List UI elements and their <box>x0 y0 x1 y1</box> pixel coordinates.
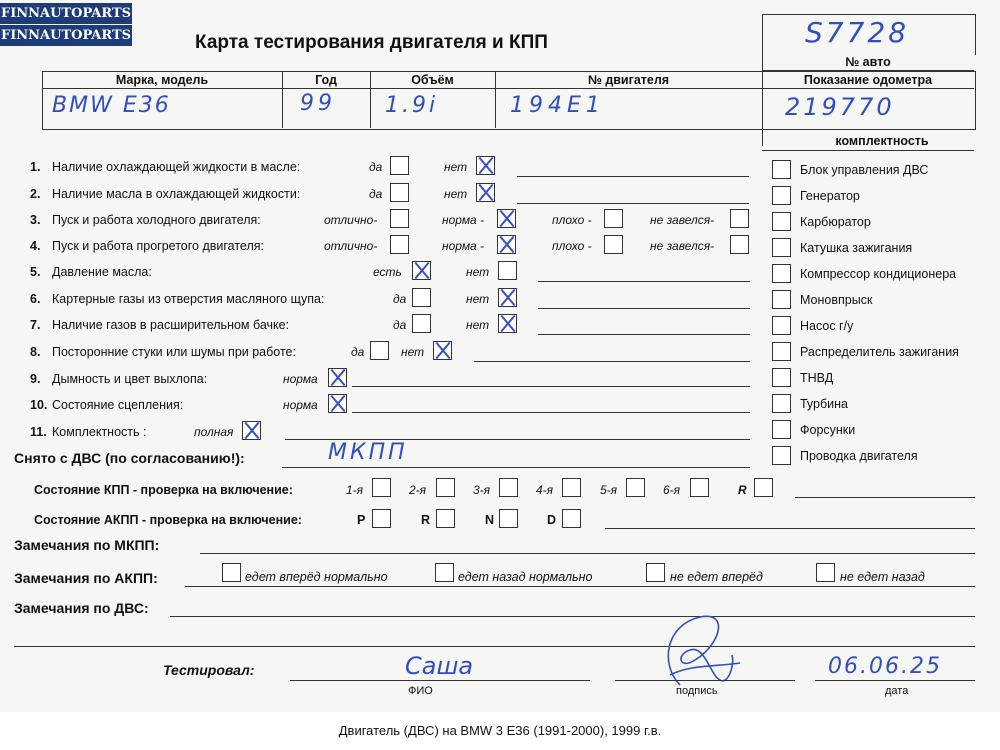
checkbox-item6-net[interactable] <box>498 288 517 307</box>
value-make-model: BMW E36 <box>52 93 171 118</box>
gear-label: 1-я <box>346 483 364 497</box>
item-text: Давление масла: <box>52 265 152 279</box>
checkbox-item8-net[interactable] <box>433 341 452 360</box>
gear-checkbox-3[interactable] <box>499 478 518 497</box>
akpp-option-label: едет вперёд нормально <box>245 570 388 584</box>
item-text: Состояние сцепления: <box>52 398 184 412</box>
completeness-item: Компрессор кондиционера <box>800 267 957 281</box>
watermark-logo: FINNAUTOPARTS <box>0 25 132 46</box>
completeness-item: Генератор <box>800 189 860 203</box>
completeness-checkbox[interactable] <box>772 238 791 257</box>
checkbox-item4-bad[interactable] <box>604 235 623 254</box>
akpp-option-label: едет назад нормально <box>458 570 593 584</box>
tested-label: Тестировал: <box>163 662 255 678</box>
item-text: Пуск и работа прогретого двигателя: <box>52 239 264 253</box>
akpp-checkbox-d[interactable] <box>562 509 581 528</box>
gear-label: 5-я <box>600 483 618 497</box>
checkbox-item9-normal[interactable] <box>328 368 347 387</box>
checkbox-item10-normal[interactable] <box>328 394 347 413</box>
value-year: 99 <box>300 91 336 116</box>
item-num: 4. <box>30 239 41 253</box>
item-num: 8. <box>30 345 41 359</box>
opt-label: полная <box>194 425 234 439</box>
akpp-checkbox-p[interactable] <box>372 509 391 528</box>
akpp-checkbox-n[interactable] <box>499 509 518 528</box>
opt-label: норма <box>283 398 318 412</box>
gear-checkbox-5[interactable] <box>626 478 645 497</box>
col-volume: Объём <box>411 73 454 87</box>
remarks-dvs-label: Замечания по ДВС: <box>14 600 149 616</box>
akpp-mode-label: R <box>421 513 431 527</box>
completeness-item: Моновпрыск <box>800 293 873 307</box>
opt-label: да <box>393 318 407 332</box>
opt-label: есть <box>373 265 402 279</box>
checkbox-item4-excellent[interactable] <box>390 235 409 254</box>
opt-label: норма - <box>442 239 485 253</box>
opt-label: нет <box>466 292 490 306</box>
checkbox-item4-no-start[interactable] <box>730 235 749 254</box>
col-make-model: Марка, модель <box>115 73 209 87</box>
checkbox-item3-excellent[interactable] <box>390 209 409 228</box>
completeness-item: Турбина <box>800 397 848 411</box>
photo-caption: Двигатель (ДВС) на BMW 3 E36 (1991-2000), 1999 г.в. <box>0 712 1000 750</box>
completeness-checkbox[interactable] <box>772 316 791 335</box>
completeness-checkbox[interactable] <box>772 394 791 413</box>
completeness-item: Распределитель зажигания <box>800 345 959 359</box>
completeness-item: Проводка двигателя <box>800 449 918 463</box>
akpp-option-checkbox[interactable] <box>435 563 454 582</box>
completeness-item: Форсунки <box>800 423 856 437</box>
gear-label: 4-я <box>536 483 554 497</box>
gear-checkbox-1[interactable] <box>372 478 391 497</box>
gear-label: 6-я <box>663 483 681 497</box>
item-text: Дымность и цвет выхлопа: <box>52 372 208 386</box>
akpp-mode-label: P <box>357 513 366 527</box>
gear-label: R <box>738 483 747 497</box>
item-text: Наличие газов в расширительном бачке: <box>52 318 290 332</box>
completeness-item: Катушка зажигания <box>800 241 913 255</box>
akpp-option-checkbox[interactable] <box>222 563 241 582</box>
checkbox-item2-net[interactable] <box>476 183 495 202</box>
opt-label: норма - <box>442 213 485 227</box>
item-num: 2. <box>30 187 41 201</box>
completeness-checkbox[interactable] <box>772 212 791 231</box>
signature-label: подпись <box>676 685 718 697</box>
item-text: Пуск и работа холодного двигателя: <box>52 213 261 227</box>
checkbox-item11-full[interactable] <box>242 421 261 440</box>
checkbox-item8-da[interactable] <box>370 341 389 360</box>
checkbox-item7-da[interactable] <box>412 314 431 333</box>
watermark-logo: FINNAUTOPARTS <box>0 3 132 24</box>
checkbox-item1-net[interactable] <box>476 156 495 175</box>
date-label: дата <box>885 685 909 697</box>
akpp-option-label: не едет назад <box>840 570 925 584</box>
akpp-option-checkbox[interactable] <box>646 563 665 582</box>
item-num: 5. <box>30 265 41 279</box>
item-text: Комплектность : <box>52 425 147 439</box>
checkbox-item6-da[interactable] <box>412 288 431 307</box>
akpp-checkbox-r[interactable] <box>436 509 455 528</box>
value-engine-no: 194E1 <box>510 93 605 118</box>
checkbox-item5-present[interactable] <box>412 261 431 280</box>
completeness-checkbox[interactable] <box>772 186 791 205</box>
completeness-checkbox[interactable] <box>772 160 791 179</box>
opt-label: плохо - <box>552 213 592 227</box>
opt-label: отлично- <box>324 213 378 227</box>
opt-label: нет <box>444 187 468 201</box>
opt-label: да <box>393 292 407 306</box>
gear-checkbox-6[interactable] <box>690 478 709 497</box>
completeness-checkbox[interactable] <box>772 264 791 283</box>
checkbox-item2-da[interactable] <box>390 183 409 202</box>
test-date: 06.06.25 <box>828 654 942 679</box>
removed-label: Снято с ДВС (по согласованию!): <box>14 450 245 466</box>
fio-label: ФИО <box>408 685 433 697</box>
completeness-checkbox[interactable] <box>772 342 791 361</box>
opt-label: да <box>369 160 383 174</box>
tester-name: Саша <box>405 652 474 680</box>
completeness-checkbox[interactable] <box>772 446 791 465</box>
opt-label: да <box>369 187 383 201</box>
item-num: 1. <box>30 160 41 174</box>
checkbox-item3-no-start[interactable] <box>730 209 749 228</box>
akpp-label: Состояние АКПП - проверка на включение: <box>34 513 302 527</box>
value-odometer: 219770 <box>785 93 895 121</box>
akpp-option-checkbox[interactable] <box>816 563 835 582</box>
opt-label: нет <box>466 318 490 332</box>
item-text: Картерные газы из отверстия масляного щупа: <box>52 292 325 306</box>
item-text: Посторонние стуки или шумы при работе: <box>52 345 296 359</box>
auto-number-value: S7728 <box>805 16 910 49</box>
completeness-checkbox[interactable] <box>772 290 791 309</box>
value-volume: 1.9i <box>385 93 439 118</box>
opt-label: не завелся- <box>650 239 715 253</box>
item-num: 11. <box>30 425 47 439</box>
gear-checkbox-2[interactable] <box>436 478 455 497</box>
completeness-item: ТНВД <box>800 371 834 385</box>
form-title: Карта тестирования двигателя и КПП <box>195 32 548 53</box>
akpp-mode-label: N <box>485 513 495 527</box>
akpp-option-label: не едет вперёд <box>670 570 763 584</box>
item-num: 9. <box>30 372 41 386</box>
opt-label: нет <box>444 160 468 174</box>
akpp-mode-label: D <box>547 513 557 527</box>
item-text: Наличие масла в охлаждающей жидкости: <box>52 187 301 201</box>
opt-label: нет <box>401 345 425 359</box>
auto-no-label: № авто <box>845 55 891 69</box>
item-text: Наличие охлаждающей жидкости в масле: <box>52 160 301 174</box>
completeness-checkbox[interactable] <box>772 368 791 387</box>
checkbox-item5-none[interactable] <box>498 261 517 280</box>
completeness-item: Блок управления ДВС <box>800 163 929 177</box>
completeness-checkbox[interactable] <box>772 420 791 439</box>
gear-label: 3-я <box>473 483 491 497</box>
remarks-mkpp-label: Замечания по МКПП: <box>14 537 160 553</box>
opt-label: да <box>351 345 365 359</box>
opt-label: нет <box>466 265 490 279</box>
col-year: Год <box>315 73 337 87</box>
checkbox-item7-net[interactable] <box>498 314 517 333</box>
kpp-label: Состояние КПП - проверка на включение: <box>34 483 293 497</box>
completeness-title: комплектность <box>835 134 929 148</box>
col-odometer: Показание одометра <box>803 73 933 87</box>
checkbox-item4-normal[interactable] <box>497 235 516 254</box>
remarks-akpp-label: Замечания по АКПП: <box>14 570 158 586</box>
opt-label: плохо - <box>552 239 592 253</box>
opt-label: не завелся- <box>650 213 715 227</box>
removed-value: МКПП <box>328 440 408 465</box>
completeness-item: Насос г/у <box>800 319 854 333</box>
checkbox-item1-da[interactable] <box>390 156 409 175</box>
item-num: 7. <box>30 318 41 332</box>
completeness-item: Карбюратор <box>800 215 871 229</box>
checkbox-item3-bad[interactable] <box>604 209 623 228</box>
opt-label: отлично- <box>324 239 378 253</box>
item-num: 6. <box>30 292 41 306</box>
checkbox-item3-normal[interactable] <box>497 209 516 228</box>
item-num: 3. <box>30 213 41 227</box>
opt-label: норма <box>283 372 318 386</box>
gear-label: 2-я <box>409 483 427 497</box>
col-engine-no: № двигателя <box>587 73 670 87</box>
item-num: 10. <box>30 398 48 412</box>
gear-checkbox-4[interactable] <box>562 478 581 497</box>
gear-checkbox-r[interactable] <box>754 478 773 497</box>
